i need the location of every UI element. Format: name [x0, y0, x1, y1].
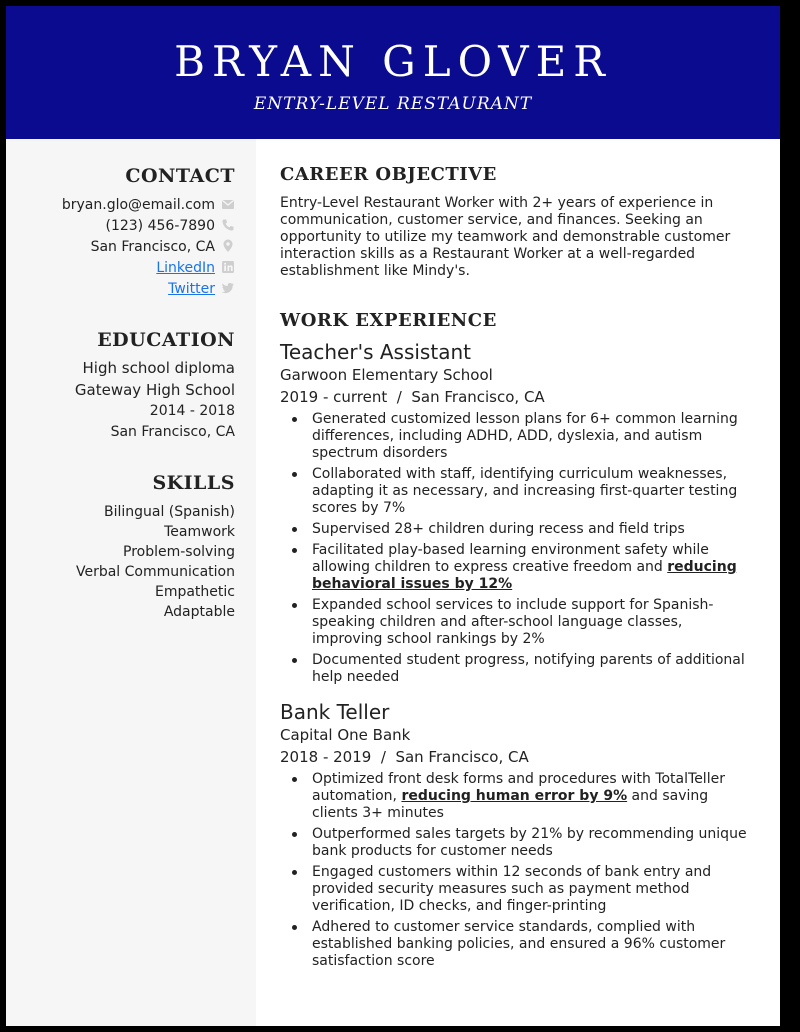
candidate-name: BRYAN GLOVER: [174, 37, 612, 86]
skill-item: Teamwork: [164, 524, 235, 540]
bullet-item: [312, 542, 750, 593]
bullet-item: [312, 771, 750, 822]
envelope-icon: [221, 197, 235, 211]
twitter-link[interactable]: Twitter: [168, 281, 215, 297]
bullet-text: Expanded school services to include support for Spanish-speaking children and after-school language classes, improving school rankings by 2%: [312, 597, 714, 647]
objective-text: Entry-Level Restaurant Worker with 2+ years of experience in communication, customer service, and finances. Seeking an opportunity to utilize my teamwork and demonstrable customer interaction skills as a Restaurant Worker at a well-regarded establishment like Mindy's.: [280, 195, 731, 279]
job-location: San Francisco, CA: [395, 748, 529, 766]
email-text: bryan.glo@email.com: [61, 197, 215, 213]
job-meta: 2019 - current / San Francisco, CA: [280, 388, 545, 406]
bullet-item: [312, 826, 750, 860]
education-degree: High school diploma: [82, 359, 235, 377]
job-entry: [280, 340, 750, 690]
twitter-row: [15, 279, 235, 300]
job-dates: 2019 - current: [280, 388, 388, 406]
phone-icon: [221, 218, 235, 232]
bullet-item: [312, 597, 750, 648]
bullet-highlight: reducing human error by 9%: [401, 788, 628, 804]
job-title: Teacher's Assistant: [280, 340, 471, 364]
skill-item: Adaptable: [163, 604, 235, 620]
bullet-item: [312, 919, 750, 970]
job-bullets: [280, 771, 750, 970]
phone-row: [15, 216, 235, 237]
bullet-item: [312, 411, 750, 462]
job-entry: [280, 700, 750, 974]
bullet-highlight: reducing behavioral issues by 12%: [312, 559, 737, 592]
job-meta: 2018 - 2019 / San Francisco, CA: [280, 748, 529, 766]
education-school: Gateway High School: [74, 381, 235, 399]
skills-heading: SKILLS: [152, 472, 235, 494]
bullet-text: Adhered to customer service standards, complied with established banking policies, and ensured a 96% customer satisfaction score: [312, 919, 726, 969]
bullet-item: [312, 521, 750, 538]
education-heading: EDUCATION: [97, 329, 235, 351]
sidebar: [6, 139, 256, 1026]
bullet-item: [312, 864, 750, 915]
location-row: [15, 237, 235, 258]
skill-item: Problem-solving: [123, 544, 235, 560]
twitter-bird-icon: [221, 281, 235, 295]
bullet-text: Outperformed sales targets by 21% by recommending unique bank products for customer needs: [312, 826, 747, 859]
bullet-text: Engaged customers within 12 seconds of bank entry and provided security measures such as payment method verification, ID checks, and finger-printing: [312, 864, 712, 914]
resume-page: [6, 6, 780, 1026]
bullet-item: [312, 466, 750, 517]
linkedin-icon: [221, 260, 235, 274]
contact-section: [15, 165, 235, 300]
education-section: [15, 329, 235, 443]
job-title: Bank Teller: [280, 700, 390, 724]
skills-section: [15, 472, 235, 622]
skill-item: Empathetic: [154, 584, 235, 600]
bullet-text: Optimized front desk forms and procedures with TotalTeller automation,: [312, 771, 725, 804]
education-location: San Francisco, CA: [110, 424, 235, 440]
job-company: Capital One Bank: [280, 726, 411, 744]
experience-heading: WORK EXPERIENCE: [280, 310, 497, 331]
bullet-text: Supervised 28+ children during recess and field trips: [312, 521, 685, 537]
bullet-text: Documented student progress, notifying parents of additional help needed: [312, 652, 745, 685]
resume-header: [6, 6, 780, 139]
contact-heading: CONTACT: [125, 165, 235, 187]
bullet-text: Generated customized lesson plans for 6+ common learning differences, including ADHD, ADD, dyslexia, and autism spectrum disorders: [312, 411, 738, 461]
map-pin-icon: [221, 239, 235, 253]
job-company: Garwoon Elementary School: [280, 366, 493, 384]
skill-item: Bilingual (Spanish): [103, 504, 235, 520]
linkedin-row: [15, 258, 235, 279]
bullet-text: and saving clients 3+ minutes: [312, 788, 709, 821]
job-location: San Francisco, CA: [411, 388, 545, 406]
objective-heading: CAREER OBJECTIVE: [280, 164, 497, 185]
bullet-item: [312, 652, 750, 686]
email-row: [15, 195, 235, 216]
bullet-text: Facilitated play-based learning environment safety while allowing children to express creative freedom and: [312, 542, 709, 575]
linkedin-link[interactable]: LinkedIn: [156, 260, 215, 276]
job-dates: 2018 - 2019: [280, 748, 372, 766]
job-bullets: [280, 411, 750, 686]
skill-item: Verbal Communication: [75, 564, 235, 580]
location-text: San Francisco, CA: [90, 239, 215, 255]
education-years: 2014 - 2018: [149, 403, 235, 419]
candidate-title: ENTRY-LEVEL RESTAURANT: [253, 94, 533, 114]
phone-text: (123) 456-7890: [105, 218, 215, 234]
bullet-text: Collaborated with staff, identifying curriculum weaknesses, adapting it as necessary, and increasing first-quarter testing scores by 7%: [312, 466, 738, 516]
